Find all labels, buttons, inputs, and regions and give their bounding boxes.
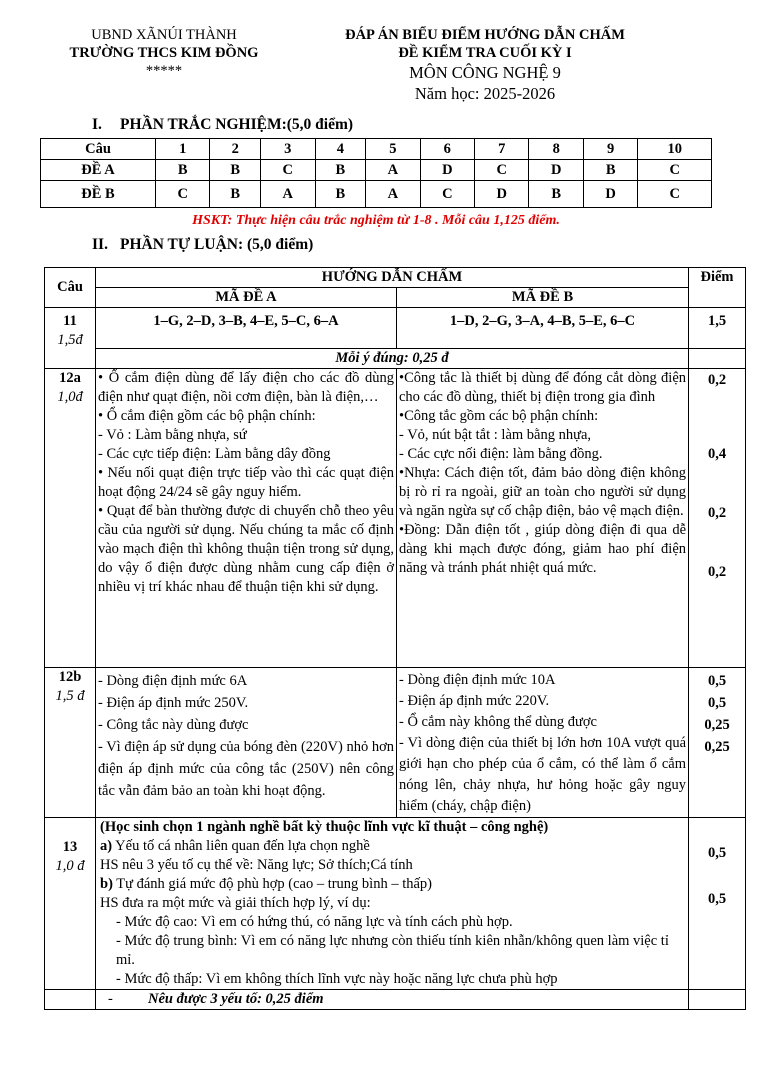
- score: 0,2: [707, 505, 727, 521]
- answer-cell: D: [475, 181, 529, 208]
- answer-line: - Điện áp định mức 220V.: [399, 693, 550, 709]
- header-stars: *****: [145, 63, 183, 79]
- document-title-block: [320, 26, 650, 104]
- table-row: [45, 349, 746, 369]
- score: 0,5: [707, 695, 727, 711]
- answer-line: - Công tắc này dùng được: [98, 717, 249, 733]
- table-row: [41, 181, 712, 208]
- question-points: 1,5 đ: [55, 688, 85, 704]
- answer-cell: B: [156, 160, 210, 181]
- answer-b: [397, 668, 689, 818]
- answer-cell: C: [638, 160, 712, 181]
- exam-title: ĐỀ KIỂM TRA CUỐI KỲ I: [398, 45, 572, 61]
- answer-cell: A: [261, 181, 315, 208]
- score: 0,2: [707, 564, 727, 580]
- header-num: 6: [420, 139, 474, 160]
- answer-line: - Dòng điện định mức 6A: [98, 673, 248, 689]
- table-row: [45, 668, 746, 818]
- question-number: 12a: [59, 370, 81, 386]
- answer-cell: B: [583, 160, 637, 181]
- header-num: 9: [583, 139, 637, 160]
- answer-line: - Điện áp định mức 250V.: [98, 695, 249, 711]
- header-num: 1: [156, 139, 210, 160]
- question-cell: [45, 818, 96, 990]
- answer-line: - Các cực tiếp điện: Làm bằng dây đồng: [98, 446, 331, 462]
- header-diem: Điểm: [689, 268, 746, 308]
- score: 0,5: [707, 673, 727, 689]
- answer-line: •Đồng: Dẫn điện tốt , giúp dòng điện đi qua dễ dàng khi mạch được đóng, giảm hao phí điện năng và tránh phát nhiệt quá mức.: [399, 522, 687, 576]
- score: 0,5: [707, 845, 727, 861]
- header-huong-dan: HƯỚNG DẪN CHẤM: [96, 268, 689, 288]
- answer-cell: A: [366, 160, 420, 181]
- section-2-heading: II. PHẦN TỰ LUẬN: (5,0 điểm): [92, 236, 314, 253]
- score: 0,5: [707, 891, 727, 907]
- answer-line: •Nhựa: Cách điện tốt, đảm bảo dòng điện không bị rò rỉ ra ngoài, giữ an toàn cho người sử dụng và ngăn ngừa sự cố chập điện, bảo vệ mạch điện.: [399, 465, 687, 519]
- table-row: [41, 160, 712, 181]
- score: 0,2: [707, 372, 727, 388]
- school-name: TRƯỜNG THCS KIM ĐỒNG: [69, 45, 259, 61]
- score-cell: 1,5: [689, 308, 746, 349]
- header-num: 4: [315, 139, 366, 160]
- answer-b: 1–D, 2–G, 3–A, 4–B, 5–E, 6–C: [397, 308, 689, 349]
- q13-part-b-detail: HS đưa ra một mức và giải thích hợp lý, ví dụ:: [100, 895, 371, 911]
- answer-line: • Quạt để bàn thường được di chuyển chỗ theo yêu cầu của người sử dụng. Nếu chúng ta mắc cố định vào mạch điện thì không thuận tiện trong sử dụng, do vậy ổ điện được dùng nhằm cung cấp điện ở nhiều vị trí khác nhau để thuận tiện khi sử dụng.: [98, 503, 394, 595]
- school-year: Năm học: 2025-2026: [414, 84, 556, 103]
- q13-intro: (Học sinh chọn 1 ngành nghề bất kỳ thuộc lĩnh vực kĩ thuật – công nghệ): [100, 819, 549, 835]
- answer-line: • Ổ cắm điện dùng để lấy điện cho các đồ dùng điện như quạt điện, nồi cơm điện, bàn là điện,…: [98, 370, 394, 405]
- answer-cell: C: [156, 181, 210, 208]
- q13-note: Nêu được 3 yếu tố: 0,25 điểm: [148, 991, 324, 1007]
- answer-line: - Vì điện áp sử dụng của bóng đèn (220V) nhỏ hơn điện áp định mức của công tắc (250V) nên công tắc vẫn đảm bảo an toàn khi hoạt động.: [98, 739, 394, 799]
- q13-part-a: a) Yếu tố cá nhân liên quan đến lựa chọn nghề: [100, 838, 370, 854]
- question-number: 12b: [58, 669, 82, 685]
- header-cau: Câu: [45, 268, 96, 308]
- question-cell: [45, 369, 96, 668]
- table-header-row: [41, 139, 712, 160]
- essay-answer-table: [44, 267, 746, 1010]
- q13-level: - Mức độ thấp: Vì em không thích lĩnh vực này hoặc năng lực chưa phù hợp: [116, 971, 558, 987]
- score: 0,25: [704, 739, 730, 755]
- answer-a: 1–G, 2–D, 3–B, 4–E, 5–C, 6–A: [96, 308, 397, 349]
- multiple-choice-table: [40, 138, 712, 208]
- answer-a: [96, 369, 397, 668]
- subject-title: MÔN CÔNG NGHỆ 9: [409, 63, 561, 82]
- answer-cell: B: [210, 181, 261, 208]
- answer-line: - Vỏ : Làm bằng nhựa, sứ: [98, 427, 247, 443]
- header-num: 7: [475, 139, 529, 160]
- table-row: [45, 818, 746, 990]
- answer-a: [96, 668, 397, 818]
- answer-cell: C: [638, 181, 712, 208]
- question-points: 1,5đ: [57, 332, 83, 348]
- answer-line: •Công tắc là thiết bị dùng để đóng cắt dòng điện cho các đồ dùng, thiết bị điện trong gia đình: [399, 370, 687, 405]
- hskt-note: HSKT: Thực hiện câu trắc nghiệm từ 1-8 . Mỗi câu 1,125 điểm.: [192, 213, 560, 228]
- answer-line: • Ổ cắm điện gồm các bộ phận chính:: [98, 408, 316, 424]
- score-cell: [689, 369, 746, 668]
- question-points: 1,0 đ: [55, 858, 85, 874]
- empty-cell: [45, 990, 96, 1010]
- answer-cell: B: [210, 160, 261, 181]
- answer-line: - Các cực nối điện: làm bằng đồng.: [399, 446, 603, 462]
- question-number: 11: [63, 313, 77, 329]
- table-row: [45, 990, 746, 1010]
- doc-title: ĐÁP ÁN BIỂU ĐIỂM HƯỚNG DẪN CHẤM: [345, 27, 625, 43]
- answer-cell: B: [315, 160, 366, 181]
- answer-cell: B: [529, 181, 583, 208]
- q13-level: - Mức độ trung bình: Vì em có năng lực nhưng còn thiếu tính kiên nhẫn/không quen làm việc tỉ mỉ.: [116, 933, 669, 968]
- q13-level: - Mức độ cao: Vì em có hứng thú, có năng lực và tính cách phù hợp.: [116, 914, 513, 930]
- answer-cell: D: [583, 181, 637, 208]
- q13-guidance: [96, 818, 689, 990]
- answer-line: - Vì dòng điện của thiết bị lớn hơn 10A vượt quá giới hạn cho phép của ổ cắm, có thể làm ổ cắm nóng lên, chảy nhựa, hư hỏng hoặc gây nguy hiểm (cháy, chập điện): [399, 735, 687, 814]
- table-header-row: [45, 288, 746, 308]
- question-cell: [45, 308, 96, 369]
- header-num: 10: [638, 139, 712, 160]
- header-num: 8: [529, 139, 583, 160]
- table-header-row: [45, 268, 746, 288]
- q11-note: Mỗi ý đúng: 0,25 đ: [96, 349, 689, 369]
- answer-cell: C: [475, 160, 529, 181]
- score: 0,4: [707, 446, 727, 462]
- question-number: 13: [62, 839, 78, 855]
- row-label: ĐỀ B: [41, 181, 156, 208]
- question-cell: [45, 668, 96, 818]
- answer-cell: A: [366, 181, 420, 208]
- row-label: ĐỀ A: [41, 160, 156, 181]
- q13-note-cell: [96, 990, 689, 1010]
- authority-name: UBND XÃNÚI THÀNH: [91, 27, 237, 43]
- note-dash: -: [108, 991, 113, 1007]
- answer-line: - Ổ cắm này không thể dùng được: [399, 714, 597, 730]
- q13-part-b: b) Tự đánh giá mức độ phù hợp (cao – trung bình – thấp): [100, 876, 433, 892]
- answer-cell: D: [420, 160, 474, 181]
- answer-line: - Vỏ, nút bật tắt : làm bằng nhựa,: [399, 427, 592, 443]
- table-row: [45, 369, 746, 668]
- score: 0,25: [704, 717, 730, 733]
- section-1-heading: I. PHẦN TRẮC NGHIỆM:(5,0 điểm): [92, 116, 354, 133]
- header-ma-de-b: MÃ ĐỀ B: [397, 288, 689, 308]
- answer-line: •Công tắc gồm các bộ phận chính:: [399, 408, 599, 424]
- school-header: [40, 26, 288, 80]
- answer-cell: C: [261, 160, 315, 181]
- score-cell: [689, 668, 746, 818]
- score-cell: [689, 818, 746, 990]
- header-ma-de-a: MÃ ĐỀ A: [96, 288, 397, 308]
- header-num: 2: [210, 139, 261, 160]
- header-num: 3: [261, 139, 315, 160]
- answer-line: - Dòng điện định mức 10A: [399, 672, 556, 688]
- answer-cell: D: [529, 160, 583, 181]
- answer-cell: B: [315, 181, 366, 208]
- header-cau: Câu: [41, 139, 156, 160]
- question-points: 1,0đ: [57, 389, 83, 405]
- answer-cell: C: [420, 181, 474, 208]
- table-row: [45, 308, 746, 349]
- q13-part-a-detail: HS nêu 3 yếu tố cụ thể về: Năng lực; Sở thích;Cá tính: [100, 857, 413, 873]
- empty-cell: [689, 990, 746, 1010]
- answer-line: • Nếu nối quạt điện trực tiếp vào thì các quạt điện hoạt động 24/24 sẽ gây nguy hiểm.: [98, 465, 394, 500]
- header-num: 5: [366, 139, 420, 160]
- empty-score: [689, 349, 746, 369]
- answer-b: [397, 369, 689, 668]
